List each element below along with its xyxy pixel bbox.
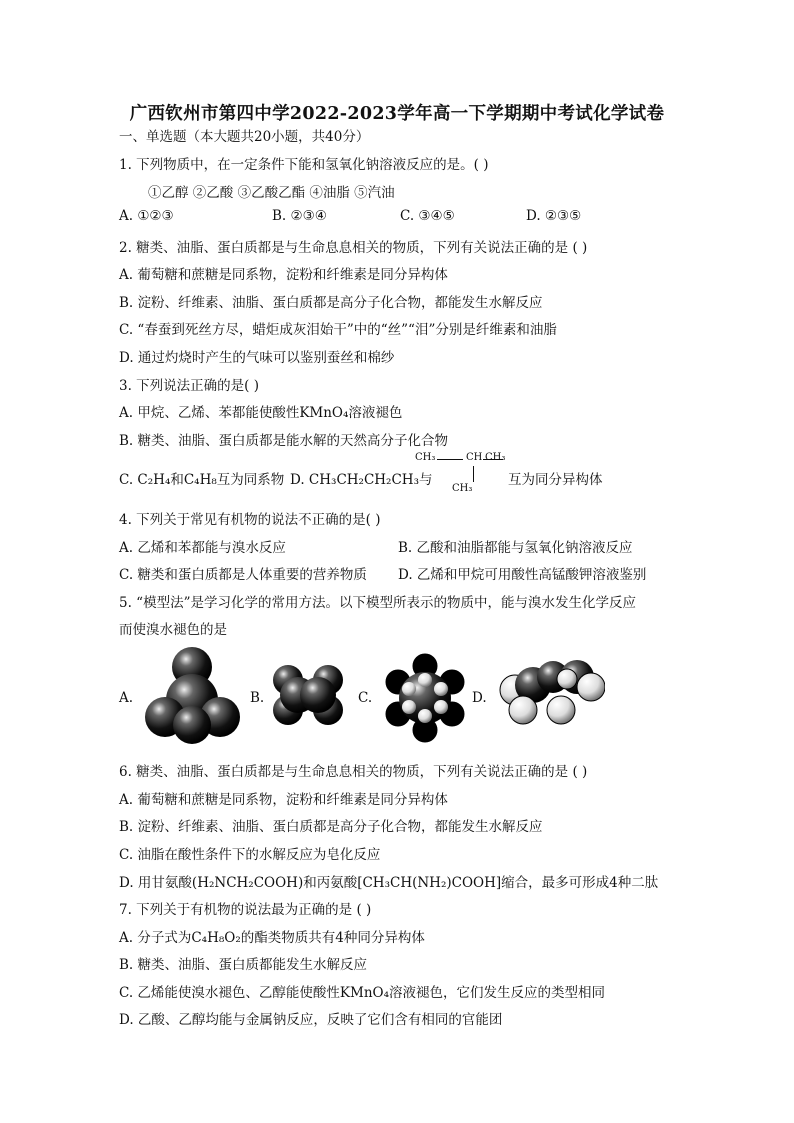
model-c-benzene [380, 652, 470, 744]
q4-option-b: B. 乙酸和油脂都能与氢氧化钠溶液反应 [398, 540, 633, 556]
struct-bond-down [473, 466, 474, 482]
q4-option-d: D. 乙烯和甲烷可用酸性高锰酸钾溶液鉴别 [398, 567, 647, 583]
q7-option-b: B. 糖类、油脂、蛋白质都能发生水解反应 [119, 957, 368, 973]
q1-stem: 1. 下列物质中，在一定条件下能和氢氧化钠溶液反应的是。( ) [119, 157, 489, 173]
q2-option-d: D. 通过灼烧时产生的气味可以鉴别蚕丝和棉纱 [119, 350, 395, 366]
isobutane-structure [415, 452, 515, 502]
q4-option-c: C. 糖类和蛋白质都是人体重要的营养物质 [119, 567, 367, 583]
q1-option-d: D. ②③⑤ [526, 208, 582, 224]
q6-option-d: D. 用甘氨酸(H₂NCH₂COOH)和丙氨酸[CH₃CH(NH₂)COOH]缩合，最多可形成4种二肽 [119, 875, 659, 891]
q7-stem: 7. 下列关于有机物的说法最为正确的是 ( ) [119, 902, 372, 918]
q7-option-c: C. 乙烯能使溴水褪色、乙醇能使酸性KMnO₄溶液褪色，它们发生反应的类型相同 [119, 985, 606, 1001]
q6-option-a: A. 葡萄糖和蔗糖是同系物，淀粉和纤维素是同分异构体 [119, 792, 448, 808]
q6-option-c: C. 油脂在酸性条件下的水解反应为皂化反应 [119, 847, 381, 863]
q3-option-d-suffix: 互为同分异构体 [508, 472, 603, 488]
struct-right-group: CH₃ [485, 452, 506, 463]
q5-label-a: A. [119, 690, 134, 706]
exam-title: 广西钦州市第四中学2022-2023学年高一下学期期中考试化学试卷 [129, 104, 665, 124]
q2-option-c: C. “春蚕到死丝方尽，蜡炬成灰泪始干”中的“丝”“泪”分别是纤维素和油脂 [119, 322, 557, 338]
struct-bond-left [437, 459, 463, 460]
q3-option-a: A. 甲烷、乙烯、苯都能使酸性KMnO₄溶液褪色 [119, 405, 403, 421]
q3-option-c: C. C₂H₄和C₄H₈互为同系物 [119, 472, 285, 488]
q6-stem: 6. 糖类、油脂、蛋白质都是与生命息息相关的物质，下列有关说法正确的是 ( ) [119, 764, 588, 780]
model-b-ethylene [268, 660, 348, 730]
model-d-ethanol [495, 655, 605, 730]
q1-option-a: A. ①②③ [119, 208, 174, 224]
q2-option-b: B. 淀粉、纤维素、油脂、蛋白质都是高分子化合物，都能发生水解反应 [119, 295, 543, 311]
q5-label-c: C. [358, 690, 373, 706]
q6-option-b: B. 淀粉、纤维素、油脂、蛋白质都是高分子化合物，都能发生水解反应 [119, 819, 543, 835]
q4-stem: 4. 下列关于常见有机物的说法不正确的是( ) [119, 512, 381, 528]
q5-stem-line1: 5. “模型法”是学习化学的常用方法。以下模型所表示的物质中，能与溴水发生化学反应 [119, 595, 636, 611]
struct-bottom-group: CH₃ [452, 483, 473, 494]
q1-option-b: B. ②③④ [272, 208, 327, 224]
q7-option-d: D. 乙酸、乙醇均能与金属钠反应，反映了它们含有相同的官能团 [119, 1012, 503, 1028]
q2-stem: 2. 糖类、油脂、蛋白质都是与生命息息相关的物质，下列有关说法正确的是 ( ) [119, 240, 588, 256]
section-heading: 一、单选题（本大题共20小题，共40分） [119, 129, 370, 145]
q5-stem-line2: 而使溴水褪色的是 [119, 622, 227, 638]
q5-label-d: D. [472, 690, 487, 706]
q3-option-b: B. 糖类、油脂、蛋白质都是能水解的天然高分子化合物 [119, 433, 449, 449]
q2-option-a: A. 葡萄糖和蔗糖是同系物，淀粉和纤维素是同分异构体 [119, 267, 448, 283]
struct-center-group: CH [466, 452, 483, 463]
q3-option-d-prefix: D. CH₃CH₂CH₂CH₃与 [290, 472, 433, 488]
q5-label-b: B. [250, 690, 265, 706]
q1-items: ①乙醇 ②乙酸 ③乙酸乙酯 ④油脂 ⑤汽油 [148, 185, 395, 201]
model-a-methane-like [140, 645, 245, 745]
q7-option-a: A. 分子式为C₄H₈O₂的酯类物质共有4种同分异构体 [119, 930, 425, 946]
struct-left-group: CH₃ [415, 452, 436, 463]
q4-option-a: A. 乙烯和苯都能与溴水反应 [119, 540, 286, 556]
q3-stem: 3. 下列说法正确的是( ) [119, 378, 259, 394]
q1-option-c: C. ③④⑤ [400, 208, 455, 224]
